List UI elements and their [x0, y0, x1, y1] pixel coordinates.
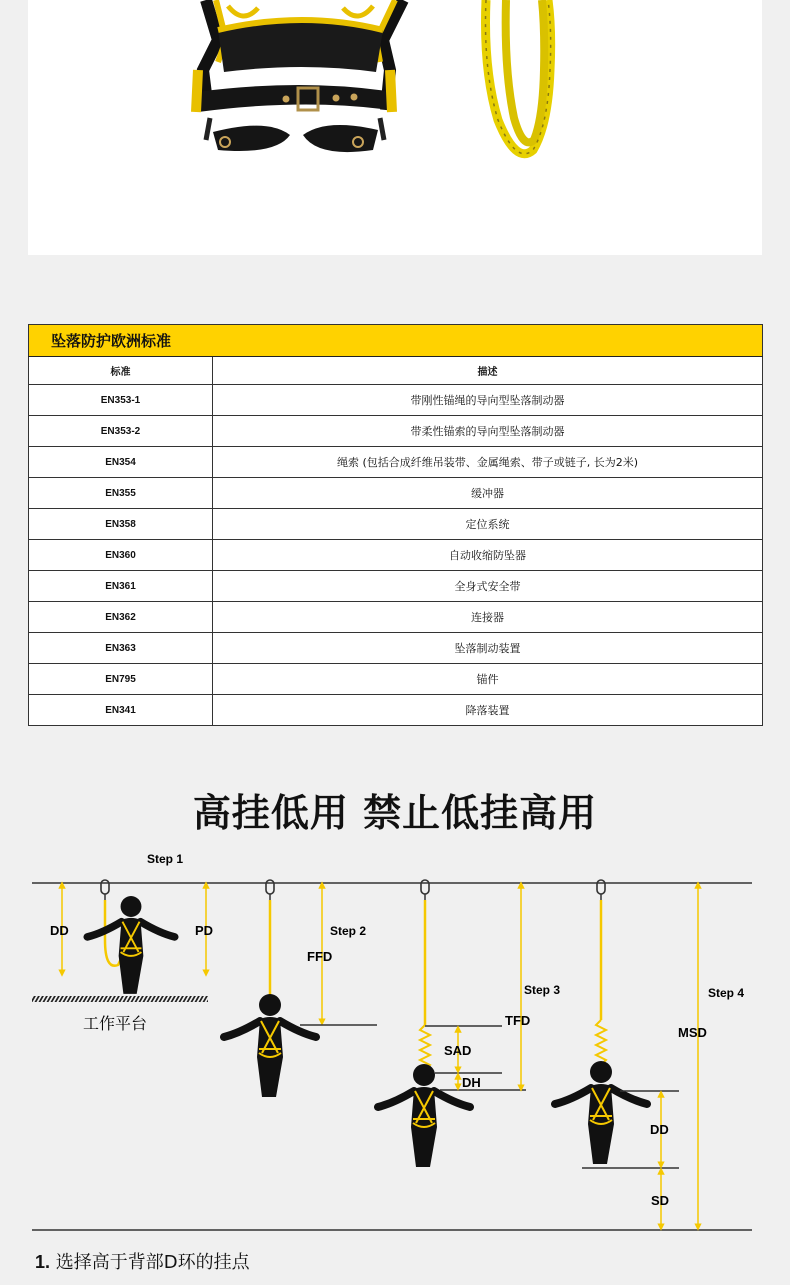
msd-label: MSD — [678, 1025, 707, 1040]
standard-description: 降落装置 — [213, 695, 763, 726]
standard-description: 带柔性锚索的导向型坠落制动器 — [213, 416, 763, 447]
platform-label: 工作平台 — [83, 1014, 148, 1033]
table-row — [29, 540, 763, 571]
standard-code: EN358 — [29, 509, 213, 540]
standard-code: EN355 — [29, 478, 213, 509]
product-photo-card — [28, 0, 762, 255]
standard-code: EN353-2 — [29, 416, 213, 447]
slogan-heading: 高挂低用 禁止低挂高用 — [192, 791, 598, 835]
table-row — [29, 633, 763, 664]
standard-code: EN362 — [29, 602, 213, 633]
table-row — [29, 571, 763, 602]
column-header-standard: 标准 — [29, 357, 213, 385]
dh-label: DH — [462, 1075, 481, 1090]
standard-description: 连接器 — [213, 602, 763, 633]
table-row — [29, 478, 763, 509]
column-header-description: 描述 — [213, 357, 763, 385]
table-row — [29, 447, 763, 478]
table-row — [29, 385, 763, 416]
standard-description: 自动收缩防坠器 — [213, 540, 763, 571]
fall-clearance-diagram — [0, 840, 790, 1250]
platform-hatch — [32, 996, 208, 1002]
step3-label: Step 3 — [524, 983, 561, 997]
table-row — [29, 602, 763, 633]
standard-description: 缓冲器 — [213, 478, 763, 509]
step2-label: Step 2 — [330, 924, 367, 938]
standard-description: 坠落制动装置 — [213, 633, 763, 664]
ffd-label: FFD — [307, 949, 333, 964]
standard-description: 定位系统 — [213, 509, 763, 540]
sad-label: SAD — [444, 1043, 472, 1058]
tfd-label: TFD — [505, 1013, 531, 1028]
standard-code: EN341 — [29, 695, 213, 726]
caption-number: 1. — [35, 1252, 51, 1272]
caption-text: 选择高于背部D环的挂点 — [50, 1252, 250, 1273]
harness-and-rope-image — [28, 0, 762, 255]
dd-label-step1: DD — [50, 923, 69, 938]
table-row — [29, 695, 763, 726]
step4-label: Step 4 — [708, 986, 745, 1000]
standard-code: EN361 — [29, 571, 213, 602]
standard-description: 全身式安全带 — [213, 571, 763, 602]
table-row — [29, 509, 763, 540]
step1-label: Step 1 — [147, 852, 184, 866]
standards-table — [28, 324, 763, 726]
step-caption — [35, 1248, 250, 1274]
pd-label: PD — [195, 923, 214, 938]
standard-description: 绳索 (包括合成纤维吊装带、金属绳索、带子或链子, 长为2米) — [213, 447, 763, 478]
table-row — [29, 416, 763, 447]
standard-code: EN363 — [29, 633, 213, 664]
dd-label-step4: DD — [650, 1122, 669, 1137]
table-title: 坠落防护欧洲标准 — [29, 325, 763, 357]
standard-description: 带刚性锚绳的导向型坠落制动器 — [213, 385, 763, 416]
sd-label: SD — [651, 1193, 670, 1208]
table-row — [29, 664, 763, 695]
standard-description: 锚件 — [213, 664, 763, 695]
standard-code: EN353-1 — [29, 385, 213, 416]
standard-code: EN354 — [29, 447, 213, 478]
standard-code: EN795 — [29, 664, 213, 695]
standard-code: EN360 — [29, 540, 213, 571]
